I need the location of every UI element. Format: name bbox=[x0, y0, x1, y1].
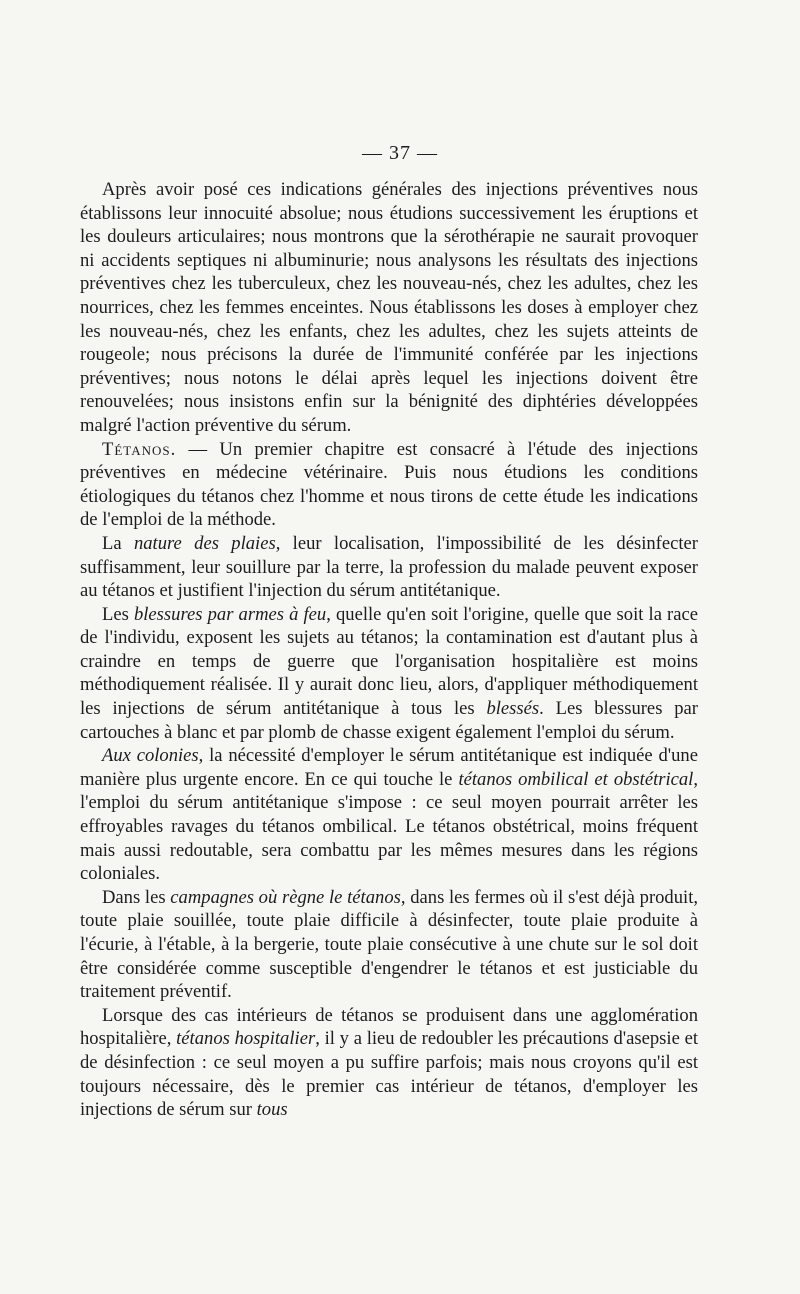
italic-phrase: tous bbox=[256, 1099, 288, 1121]
paragraph bbox=[80, 744, 698, 886]
text-segment: , dans les fermes où il s'est déjà produit, toute plaie souillée, toute plaie difficile à désinfecter, toute plaie produite à l'écurie, à l'étable, à la bergerie, toute plaie consécutive à une chute sur le sol doit être considérée comme susceptible d'engendrer le tétanos et est justiciable du traitement préventif. bbox=[80, 886, 699, 1003]
italic-phrase: campagnes où règne le tétanos bbox=[170, 886, 401, 908]
italic-phrase: tétanos hospitalier bbox=[176, 1028, 316, 1050]
text-segment: Lorsque des cas intérieurs de tétanos se produisent dans une agglomération hospitalière, bbox=[80, 1004, 698, 1050]
text-segment: , il y a lieu de redoubler les précautions d'asepsie et de désinfection : ce seul moyen a pu suffire parfois; mais nous croyons qu'il est toujours nécessaire, dès le premier cas intérieur de tétanos, d'employer les injections de sérum sur bbox=[80, 1028, 698, 1121]
paragraph bbox=[80, 532, 698, 603]
section-heading: Tétanos. bbox=[102, 438, 177, 460]
page-number: — 37 — bbox=[362, 142, 438, 164]
text-segment: — Un premier chapitre est consacré à l'étude des injections préventives en médecine vétérinaire. Puis nous étudions les conditions étiologiques du tétanos chez l'homme et nous tirons de cette étude les indications de l'emploi de la méthode. bbox=[80, 438, 698, 531]
text-segment: , l'emploi du sérum antitétanique s'impose : ce seul moyen pourrait arrêter les effroyables ravages du tétanos ombilical. Le tétanos obstétrical, moins fréquent mais aussi redoutable, sera combattu par les mêmes mesures dans les régions coloniales. bbox=[80, 768, 699, 885]
paragraph bbox=[80, 178, 698, 438]
paragraph bbox=[80, 886, 698, 1004]
italic-phrase: tétanos ombilical et obstétrical bbox=[458, 768, 694, 790]
paragraph bbox=[80, 438, 698, 532]
paragraph bbox=[80, 1004, 698, 1122]
paragraph bbox=[80, 603, 698, 745]
body-text bbox=[80, 178, 698, 1122]
italic-phrase: nature des plaies bbox=[133, 532, 276, 554]
italic-phrase: blessures par armes à feu bbox=[133, 603, 327, 625]
text-segment: Dans les bbox=[102, 886, 171, 908]
text-segment: Les bbox=[102, 603, 134, 625]
italic-phrase: blessés bbox=[486, 698, 540, 720]
text-segment: , la nécessité d'employer le sérum antitétanique est indiquée d'une manière plus urgente encore. En ce qui touche le bbox=[80, 745, 698, 790]
italic-phrase: Aux colonies bbox=[102, 745, 199, 767]
text-segment: , quelle qu'en soit l'origine, quelle que soit la race de l'individu, exposent les sujets au tétanos; la contamination est d'autant plus à craindre en temps de guerre que l'organisation hospitalière est moins méthodiquement réalisée. Il y aurait donc lieu, alors, d'appliquer méthodiquement les injections de sérum antitétanique à tous les bbox=[80, 603, 699, 720]
text-segment: . Les blessures par cartouches à blanc et par plomb de chasse exigent également l'emploi du sérum. bbox=[80, 698, 698, 743]
text-segment: La bbox=[102, 532, 134, 554]
text-segment: Après avoir posé ces indications générales des injections préventives nous établissons leur innocuité absolue; nous étudions successivement les éruptions et les douleurs articulaires; nous montrons que la sérothérapie ne saurait provoquer ni accidents septiques ni albuminurie; nous analysons les résultats des injections préventives chez les tuberculeux, chez les nouveau-nés, chez les adultes, chez les nourrices, chez les femmes enceintes. Nous établissons les doses à employer chez les nouveau-nés, chez les enfants, chez les adultes, chez les sujets atteints de rougeole; nous précisons la durée de l'immunité conférée par les injections préventives; nous notons le délai après lequel les injections doivent être renouvelées; nous insistons enfin sur la bénignité des diphtéries développées malgré l'action préventive du sérum. bbox=[80, 179, 698, 436]
text-segment: , leur localisation, l'impossibilité de les désinfecter suffisamment, leur souillure par la terre, la profession du malade peuvent exposer au tétanos et justifient l'injection du sérum antitétanique. bbox=[80, 532, 698, 602]
